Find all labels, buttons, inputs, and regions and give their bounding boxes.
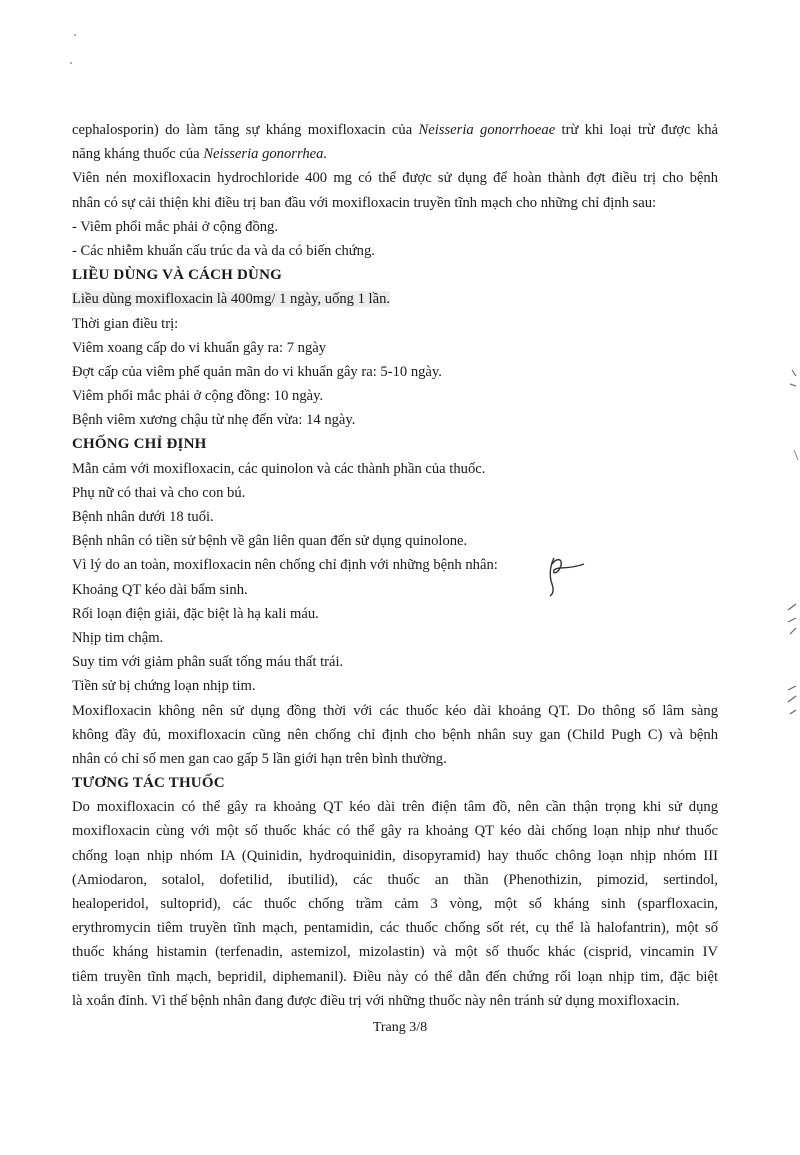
text-line: Khoảng QT kéo dài bẩm sinh. bbox=[72, 581, 248, 598]
text-line: tiêm truyền tĩnh mạch, bepridil, diphemanil). Điều này có thể dẫn đến chứng rối loạn nhịp tim, đặc biệt bbox=[72, 968, 718, 985]
text-line bbox=[72, 287, 718, 311]
scan-speck bbox=[70, 62, 72, 64]
species-name: Neisseria gonorrhea. bbox=[203, 146, 328, 163]
text-line: nhân có sự cải thiện khi điều trị ban đầu với moxifloxacin truyền tĩnh mạch cho những chỉ định sau: bbox=[72, 194, 657, 211]
text-line: Bệnh viêm xương chậu từ nhẹ đến vừa: 14 ngày. bbox=[72, 412, 356, 429]
text-line: Viêm phổi mắc phải ở cộng đồng: 10 ngày. bbox=[72, 388, 324, 405]
text-line: chống loạn nhịp nhóm IA (Quinidin, hydroquinidin, disopyramid) hay thuốc chông loạn nhịp nhóm III bbox=[72, 847, 718, 864]
text-line: Viêm xoang cấp do vi khuẩn gây ra: 7 ngày bbox=[72, 339, 327, 356]
text-line: Tiền sử bị chứng loạn nhịp tim. bbox=[72, 678, 256, 695]
text-line: Viên nén moxifloxacin hydrochloride 400 mg có thể được sử dụng để hoàn thành đợt điều trị cho bệnh bbox=[72, 170, 718, 187]
text-line: (Amiodaron, sotalol, dofetilid, ibutilid), các thuốc an thần (Phenothizin, pimozid, sertindol, bbox=[72, 871, 718, 888]
text-line: - Viêm phổi mắc phải ở cộng đồng. bbox=[72, 218, 278, 235]
text-line: Thời gian điều trị: bbox=[72, 315, 179, 332]
text-line: Nhịp tim chậm. bbox=[72, 629, 164, 646]
text-line: Suy tim với giảm phân suất tống máu thất trái. bbox=[72, 654, 344, 671]
species-name: Neisseria gonorrhoeae bbox=[418, 122, 556, 138]
section-heading-interactions: TƯƠNG TÁC THUỐC bbox=[72, 775, 225, 792]
document-body bbox=[72, 118, 718, 1013]
text-line: không đầy đủ, moxifloxacin cũng nên chống chỉ định cho bệnh nhân suy gan (Child Pugh C) và bệnh bbox=[72, 726, 718, 743]
text-line: - Các nhiễm khuẩn cấu trúc da và da có biến chứng. bbox=[72, 242, 375, 259]
text-line: Bệnh nhân có tiền sử bệnh về gân liên quan đến sử dụng quinolone. bbox=[72, 533, 468, 550]
text-line: năng kháng thuốc của Neisseria gonorrhea. bbox=[72, 146, 328, 163]
text-line: moxifloxacin cùng với một số thuốc khác có thể gây ra khoảng QT kéo dài chống loạn nhịp như thuốc bbox=[72, 823, 718, 840]
text-line: Phụ nữ có thai và cho con bú. bbox=[72, 484, 246, 501]
text-line: Bệnh nhân dưới 18 tuổi. bbox=[72, 509, 214, 525]
section-heading-dosage: LIỀU DÙNG VÀ CÁCH DÙNG bbox=[72, 267, 282, 284]
text-line: thuốc kháng histamin (terfenadin, astemizol, mizolastin) và một số thuốc khác (cisprid, vincamin IV bbox=[72, 944, 718, 961]
text-line: Moxifloxacin không nên sử dụng đồng thời với các thuốc kéo dài khoảng QT. Do thông số lâm sàng bbox=[72, 702, 718, 719]
text-line: là xoắn đỉnh. Vì thế bệnh nhân đang được điều trị với những thuốc này nên tránh sử dụng moxifloxacin. bbox=[72, 992, 680, 1009]
text-line: cephalosporin) do làm tăng sự kháng moxifloxacin của Neisseria gonorrhoeae trừ khi loại trừ được khả bbox=[72, 122, 718, 138]
text-line: Vì lý do an toàn, moxifloxacin nên chống chỉ định với những bệnh nhân: bbox=[72, 557, 498, 574]
stamp-edge-fragment bbox=[776, 360, 800, 780]
text-line: Rối loạn điện giải, đặc biệt là hạ kali máu. bbox=[72, 605, 319, 622]
section-heading-contraindications: CHỐNG CHỈ ĐỊNH bbox=[72, 436, 207, 453]
text-line: erythromycin tiêm truyền tĩnh mạch, pentamidin, các thuốc chống sốt rét, cụ thể là halofantrin), một số bbox=[72, 920, 718, 937]
page-number: Trang 3/8 bbox=[372, 1020, 428, 1035]
scan-speck bbox=[74, 34, 76, 36]
text-line: Mẫn cảm với moxifloxacin, các quinolon và các thành phần của thuốc. bbox=[72, 460, 486, 477]
text-line: nhân có chỉ số men gan cao gấp 5 lần giới hạn trên bình thường. bbox=[72, 750, 447, 767]
text-line: Đợt cấp của viêm phế quản mãn do vi khuẩn gây ra: 5-10 ngày. bbox=[72, 363, 442, 380]
text-line: Do moxifloxacin có thể gây ra khoảng QT kéo dài trên điện tâm đồ, nên cần thận trọng khi sử dụng bbox=[72, 799, 718, 816]
text-line: healoperidol, sultoprid), các thuốc chống trầm cảm 3 vòng, một số kháng sinh (sparfloxacin, bbox=[72, 896, 718, 912]
highlighted-text: Liều dùng moxifloxacin là 400mg/ 1 ngày, uống 1 lần. bbox=[72, 291, 391, 308]
